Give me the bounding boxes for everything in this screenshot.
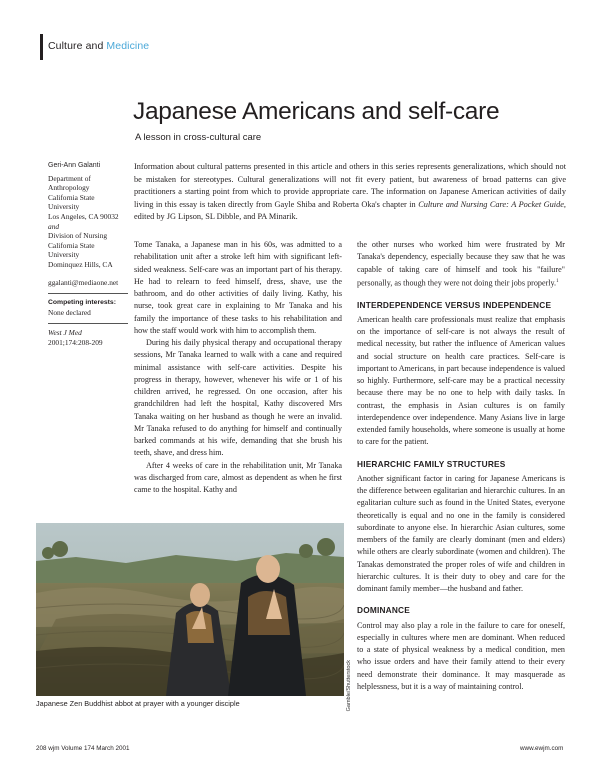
- author-email[interactable]: ggalanti@mediaone.net: [48, 277, 119, 287]
- footer-left: 208 wjm Volume 174 March 2001: [36, 745, 130, 752]
- affil-line: Los Angeles, CA 90032: [48, 211, 119, 221]
- body-paragraph: After 4 weeks of care in the rehabilitation unit, Mr Tanaka was discharged from care, almost as dependent as when he first came to the hospital. Kathy and: [134, 460, 342, 494]
- body-paragraph: American health care professionals must realize that emphasis on the importance of self-care is not always the result of medical necessity, but rather the influence of American values and social structure on health care practices. Self-care is important to Americans, in part because independence is valued so highly. Furthermore, self-care may be a practical necessity because there may be no one to help with daily tasks. In contrast, the emphasis in Asian cultures is on family interdependence over independence. Many Asians live in large extended family households, where someone is usually at home to care for the patient.: [357, 314, 565, 447]
- photo-caption: Japanese Zen Buddhist abbot at prayer with a younger disciple: [36, 699, 240, 708]
- section-label-culture: Culture and: [48, 40, 107, 52]
- body-paragraph: Tome Tanaka, a Japanese man in his 60s, was admitted to a rehabilitation unit after a stroke left him with significant left-sided weakness. Self-care was an important part of his therapy. He had to relearn to feed himself, dress, shave, use the bathroom, and do other activities of daily living. Kathy, his nurse, took great care in explaining to Mr Tanaka and his family the importance of these tasks to his rehabilitation and how the staff would work with him to accomplish them.: [134, 240, 342, 335]
- affil-line: California State: [48, 192, 95, 202]
- citation: 2001;174:208-209: [48, 337, 103, 347]
- affil-line: Dominquez Hills, CA: [48, 259, 113, 269]
- author-name: Geri-Ann Galanti: [48, 162, 101, 169]
- article-title: Japanese Americans and self-care: [133, 98, 500, 125]
- footer-right[interactable]: www.ewjm.com: [520, 745, 564, 752]
- affil-line: Division of Nursing: [48, 231, 108, 241]
- photo-credit: Gamble/Shutterstock: [346, 660, 352, 712]
- body-paragraph: Control may also play a role in the failure to care for oneself, especially in cultures where men are dominant. When reduced to a state of physical weakness by a medical condition, men who issue orders and have their family attend to their every need demonstrate their dominance. It may masquerade as helplessness, but it is a way of maintaining control.: [357, 620, 565, 691]
- sidebar-divider: [48, 323, 128, 324]
- intro-tail: , edited by JG Lipson, SL Dibble, and PA Minarik.: [134, 199, 566, 222]
- section-heading: INTERDEPENDENCE VERSUS INDEPENDENCE: [357, 299, 552, 310]
- intro-book-title: Culture and Nursing Care: A Pocket Guide: [418, 199, 564, 209]
- journal-name: West J Med: [48, 328, 82, 338]
- affil-line: California State: [48, 240, 95, 250]
- affil-and: and: [48, 221, 60, 231]
- section-heading: DOMINANCE: [357, 605, 410, 616]
- section-bar: [40, 34, 43, 60]
- affil-line: Anthropology: [48, 183, 90, 193]
- affil-line: Department of: [48, 173, 91, 183]
- intro-paragraph: [134, 161, 566, 224]
- section-label: [48, 40, 149, 52]
- competing-interests-label: Competing interests:: [48, 299, 116, 307]
- intro-text: Information about cultural patterns presented in this article and others in this series represents generalizations, which should not be mistaken for stereotypes. Cultural generalizations will not fit every patient, but awareness of broad patterns can give practitioners a starting point from which to provide appropriate care. The information on Japanese American activities of daily living in this essay is taken directly from Gayle Shiba and Roberta Oka's chapter in: [134, 162, 566, 209]
- body-column-left: [134, 239, 342, 496]
- body-paragraph: Another significant factor in caring for Japanese Americans is the difference between egalitarian and hierarchic cultures. In an egalitarian culture such as found in the United States, everyone theoretically is equal and no one in the family is considered subordinate to anyone else. In hierarchic Asian cultures, some members of the family are clearly dominant (men and elders) while others are clearly subordinate (women and children). The Tanakas demonstrated the proper roles of wife and children in hierarchic cultures. It is their duty to obey and care for the dominant family member—the husband and father.: [357, 473, 565, 594]
- body-text: the other nurses who worked him were frustrated by Mr Tanaka's dependency, especially because they saw that he was capable of taking care of himself and took his "failure" personally, as though they were not doing their jobs properly.: [357, 240, 565, 288]
- sidebar-divider: [48, 293, 128, 294]
- monks-photo: [36, 523, 344, 696]
- article-subtitle: A lesson in cross-cultural care: [135, 132, 262, 143]
- affil-line: University: [48, 250, 80, 260]
- competing-interests-value: None declared: [48, 307, 91, 317]
- reference-mark: 1: [556, 278, 559, 284]
- body-paragraph: [357, 239, 565, 290]
- body-column-right: [357, 239, 565, 693]
- body-paragraph: During his daily physical therapy and occupational therapy sessions, Mr Tanaka learned to walk with a cane and required minimal assistance with self-care activities. Despite his progress in therapy, however, whenever his wife or 1 of his children arrived, he regressed. On one occasion, after his grandchildren had left the hospital, Kathy discovered Mrs Tanaka waiting on her husband as though he were an invalid. Mr Tanaka refused to do anything for himself and continually barked commands at his wife, demanding that she brush his teeth, shave, and dress him.: [134, 338, 342, 458]
- section-heading: HIERARCHIC FAMILY STRUCTURES: [357, 458, 506, 469]
- section-label-medicine: Medicine: [106, 40, 150, 52]
- author-sidebar: [48, 161, 128, 348]
- affil-line: University: [48, 202, 80, 212]
